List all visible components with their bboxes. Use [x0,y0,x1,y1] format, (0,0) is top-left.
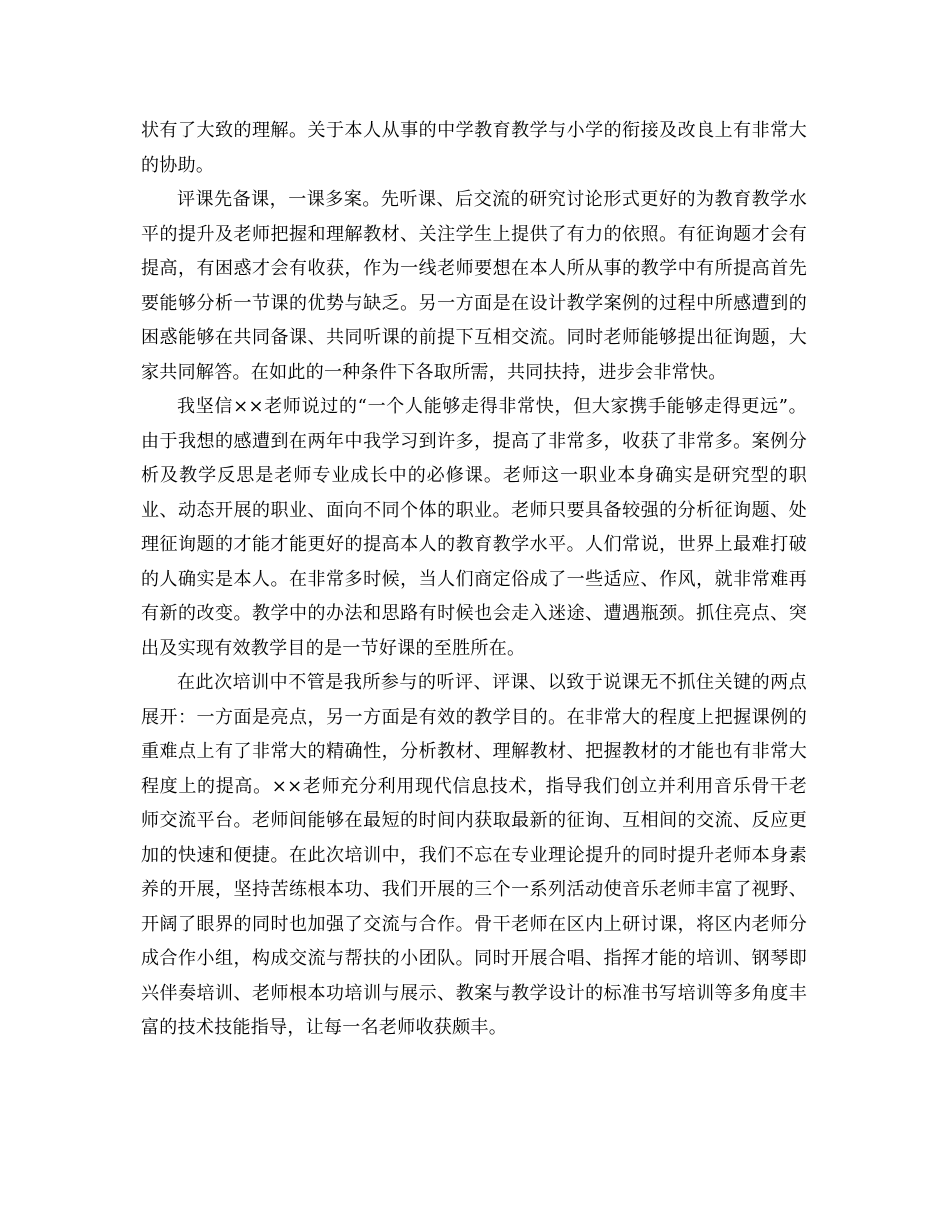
paragraph-4: 在此次培训中不管是我所参与的听评、评课、以致于说课无不抓住关键的两点展开：一方面是亮点，另一方面是有效的教学目的。在非常大的程度上把握课例的重难点上有了非常大的精确性，分析教材、理解教材、把握教材的才能也有非常大程度上的提高。××老师充分利用现代信息技术，指导我们创立并利用音乐骨干老师交流平台。老师间能够在最短的时间内获取最新的征询、互相间的交流、反应更加的快速和便捷。在此次培训中，我们不忘在专业理论提升的同时提升老师本身素养的开展，坚持苦练根本功、我们开展的三个一系列活动使音乐老师丰富了视野、开阔了眼界的同时也加强了交流与合作。骨干老师在区内上研讨课，将区内老师分成合作小组，构成交流与帮扶的小团队。同时开展合唱、指挥才能的培训、钢琴即兴伴奏培训、老师根本功培训与展示、教案与教学设计的标准书写培训等多角度丰富的技术技能指导，让每一名老师收获颇丰。 [141,672,807,1038]
paragraph-2: 评课先备课，一课多案。先听课、后交流的研究讨论形式更好的为教育教学水平的提升及老师把握和理解教材、关注学生上提供了有力的依照。有征询题才会有提高，有困惑才会有收获，作为一线老师要想在本人所从事的教学中有所提高首先要能够分析一节课的优势与缺乏。另一方面是在设计教学案例的过程中所感遭到的困惑能够在共同备课、共同听课的前提下互相交流。同时老师能够提出征询题，大家共同解答。在如此的一种条件下各取所需，共同扶持，进步会非常快。 [141,189,807,383]
document-body [141,114,807,1046]
paragraph-3: 我坚信××老师说过的“一个人能够走得非常快，但大家携手能够走得更远”。由于我想的感遭到在两年中我学习到许多，提高了非常多，收获了非常多。案例分析及教学反思是老师专业成长中的必修课。老师这一职业本身确实是研究型的职业、动态开展的职业、面向不同个体的职业。老师只要具备较强的分析征询题、处理征询题的才能才能更好的提高本人的教育教学水平。人们常说，世界上最难打破的人确实是本人。在非常多时候，当人们商定俗成了一些适应、作风，就非常难再有新的改变。教学中的办法和思路有时候也会走入迷途、遭遇瓶颈。抓住亮点、突出及实现有效教学目的是一节好课的至胜所在。 [141,396,807,659]
paragraph-1: 状有了大致的理解。关于本人从事的中学教育教学与小学的衔接及改良上有非常大的协助。 [141,120,807,176]
